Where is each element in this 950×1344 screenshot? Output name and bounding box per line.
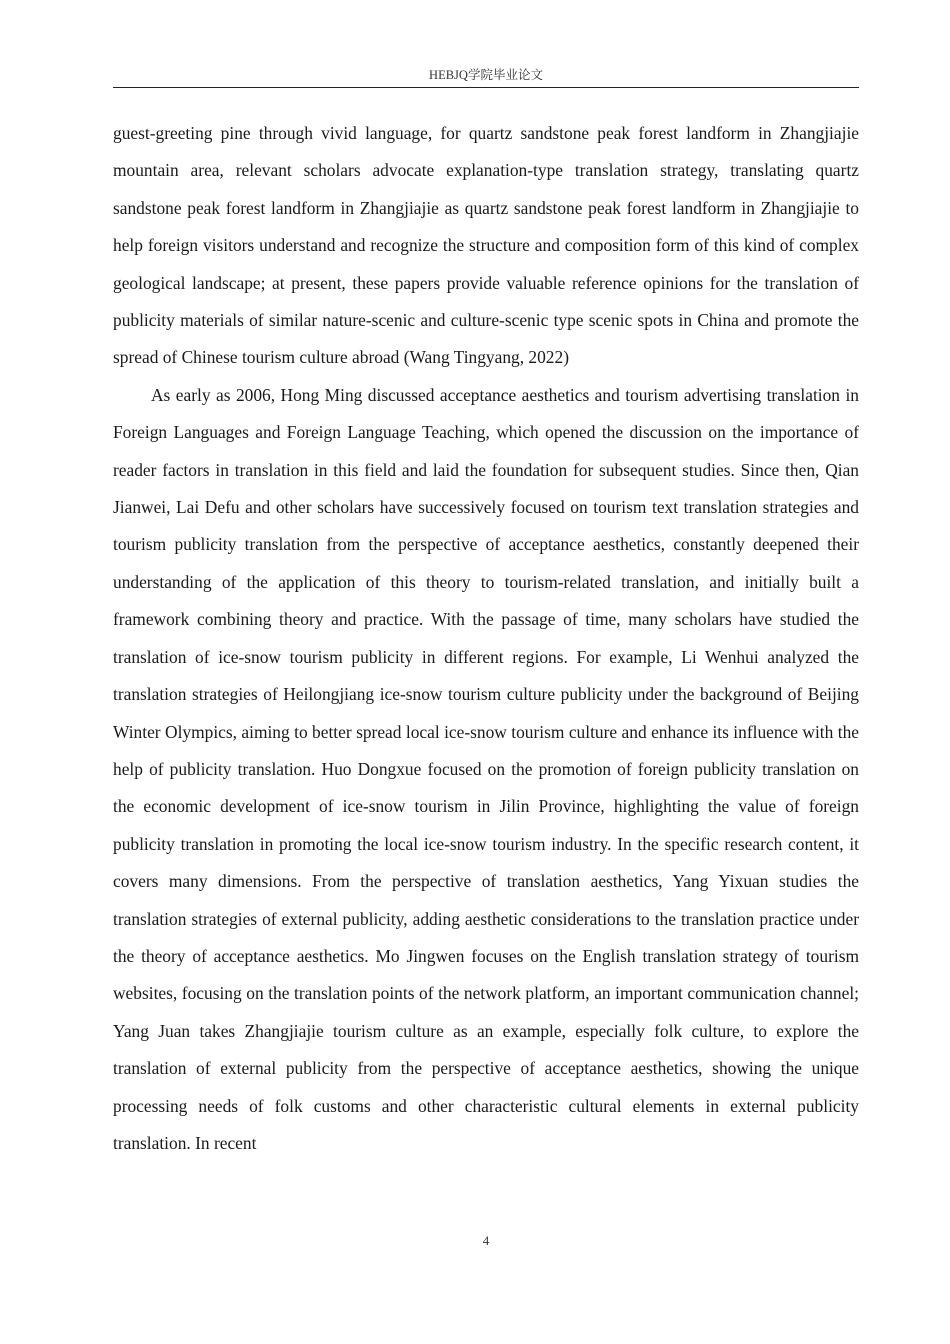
running-header: HEBJQ学院毕业论文 [429,68,543,82]
document-body [113,115,859,1162]
body-paragraph: As early as 2006, Hong Ming discussed acceptance aesthetics and tourism advertising translation in Foreign Languages and Foreign Language Teaching, which opened the discussion on the importance of reader factors in translation in this field and laid the foundation for subsequent studies. Since then, Qian Jianwei, Lai Defu and other scholars have successively focused on tourism text translation strategies and tourism publicity translation from the perspective of acceptance aesthetics, constantly deepened their understanding of the application of this theory to tourism-related translation, and initially built a framework combining theory and practice. With the passage of time, many scholars have studied the translation of ice-snow tourism publicity in different regions. For example, Li Wenhui analyzed the translation strategies of Heilongjiang ice-snow tourism culture publicity under the background of Beijing Winter Olympics, aiming to better spread local ice-snow tourism culture and enhance its influence with the help of publicity translation. Huo Dongxue focused on the promotion of foreign publicity translation on the economic development of ice-snow tourism in Jilin Province, highlighting the value of foreign publicity translation in promoting the local ice-snow tourism industry. In the specific research content, it covers many dimensions. From the perspective of translation aesthetics, Yang Yixuan studies the translation strategies of external publicity, adding aesthetic considerations to the translation practice under the theory of acceptance aesthetics. Mo Jingwen focuses on the English translation strategy of tourism websites, focusing on the translation points of the network platform, an important communication channel; Yang Juan takes Zhangjiajie tourism culture as an example, especially folk culture, to explore the translation of external publicity from the perspective of acceptance aesthetics, showing the unique processing needs of folk customs and other characteristic cultural elements in external publicity translation. In recent [113,384,859,1153]
header-divider [113,87,859,88]
page-number: 4 [482,1233,490,1248]
body-paragraph-continued: guest-greeting pine through vivid language, for quartz sandstone peak forest landform in Zhangjiajie mountain area, relevant scholars advocate explanation-type translation strategy, translating quartz sandstone peak forest landform in Zhangjiajie as quartz sandstone peak forest landform in Zhangjiajie to help foreign visitors understand and recognize the structure and composition form of this kind of complex geological landscape; at present, these papers provide valuable reference opinions for the translation of publicity materials of similar nature-scenic and culture-scenic type scenic spots in China and promote the spread of Chinese tourism culture abroad (Wang Tingyang, 2022) [113,123,859,368]
